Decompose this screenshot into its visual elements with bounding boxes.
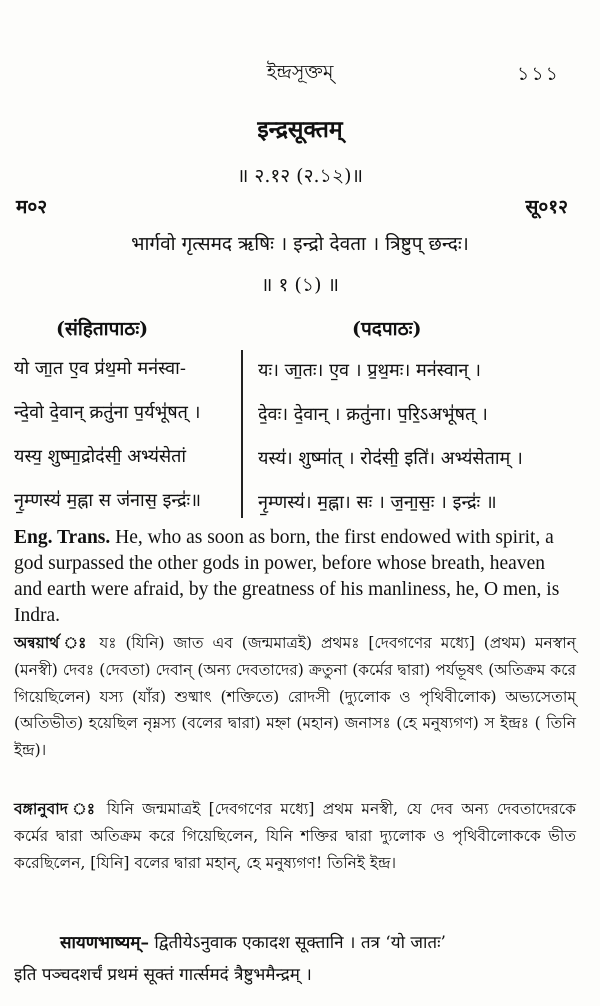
pada-line: दे॒वः। दे॒वान् । क्रतु॑ना। प॒रि॒ऽअभू॑षत् । — [258, 404, 488, 425]
english-translation — [14, 525, 564, 629]
anvayartha-paragraph — [14, 630, 576, 764]
verse-number: ॥ १ (১) ॥ — [261, 274, 339, 296]
pada-heading: (पदपाठः) — [352, 318, 422, 340]
anvayartha-text: যঃ (যিনি) জাত এব (জন্মমাত্রই) প্রথমঃ [দেবগণের মধ্যে] (প্রথম) মনস্বান্ (মনস্বী) দেবঃ (দেবতা) দেবান্ (অন্য দেবতাদের) ক্রতুনা (কর্মের দ্বারা) পর্যভূষৎ (অতিক্রম করে গিয়েছিলেন) যস্য (যাঁর) শুষ্মাৎ (শক্তিতে) রোদসী (দ্যুলোক ও পৃথিবীলোক) অভ্যসেতাম্ (অতিভীত) হয়েছিল নৃম্নস্য (বলের দ্বারা) মহ্না (মহান) জনাসঃ (হে মনুষ্যগণ) স ইন্দ্রঃ ( তিনি ইন্দ্র)। — [14, 634, 576, 760]
samhita-line: यस्य॒ शुष्मा॒द्रोद॑सी॒ अभ्य॑सेतां — [14, 446, 187, 467]
sukta-label: सू०१२ — [525, 196, 568, 218]
sayana-label: सायणभाष्यम्– — [60, 933, 149, 953]
english-translation-text: He, who as soon as born, the first endowed with spirit, a god surpassed the other gods in power, before whose breath, heaven and earth were afraid, by the greatness of his manliness, he, O men, is Indra. — [14, 527, 560, 626]
english-translation-label: Eng. Trans. — [14, 527, 111, 548]
pada-line: नृ॒म्णस्य॑। म॒ह्ना। सः । ज॒ना॒सः॒ । इन्द्रः॑ ॥ — [258, 492, 497, 513]
bangla-translation-label: বঙ্গানুবাদ ঃ — [14, 799, 99, 818]
sayana-text: द्वितीयेऽनुवाक एकादश सूक्तानि । तत्र ‘यो जातः’ — [154, 933, 446, 953]
samhita-heading: (संहितापाठः) — [56, 318, 149, 340]
bangla-translation-paragraph — [14, 796, 576, 876]
column-divider — [241, 350, 243, 518]
samhita-line: नृ॒म्णस्य॑ म॒ह्ना स ज॑नास॒ इन्द्रः॑॥ — [14, 490, 201, 511]
running-title: ইন্দ্রসূক্তম্ — [266, 61, 334, 83]
bangla-translation-text: যিনি জন্মমাত্রই [দেবগণের মধ্যে] প্রথম মনস্বী, যে দেব অন্য দেবতাদেরকে কর্মের দ্বারা অতিক্রম করে গিয়েছিলেন, যিনি শক্তির দ্বারা দ্যুলোক ও পৃথিবীলোককে ভীত করেছিলেন, [যিনি] বলের দ্বারা মহান্, হে মনুষ্যগণ! তিনিই ইন্দ্র। — [14, 800, 576, 872]
pada-line: यस्य॑। शुष्मा॑त् । रोद॑सी॒ इति॑। अभ्य॑सेताम् । — [258, 448, 523, 469]
page-title: इन्द्रसूक्तम् — [257, 116, 343, 143]
anvayartha-label: অন্বয়ার্থ ঃ — [14, 633, 91, 652]
samhita-line: यो जा॒त ए॒व प्र॑थ॒मो मन॑स्वा- — [14, 358, 186, 379]
hymn-reference: ॥ २.१२ (२.১২)॥ — [237, 165, 363, 187]
sayana-commentary-line — [60, 930, 446, 953]
page-number: ১১১ — [517, 63, 560, 85]
mandala-label: म०२ — [16, 196, 48, 218]
samhita-line: न्दे॒वो दे॒वान् क्रतु॑ना प॒र्यभू॑षत् । — [14, 402, 201, 423]
rishi-devata-chandas-line: भार्गवो गृत्समद ऋषिः । इन्द्रो देवता । त्रिष्टुप् छन्दः। — [131, 233, 469, 255]
pada-line: यः। जा॒तः। ए॒व । प्र॒थ॒मः। मन॑स्वान् । — [258, 360, 481, 381]
sayana-commentary-line: इति पञ्चदशर्चं प्रथमं सूक्तं गार्त्समदं त्रैष्टुभमैन्द्रम् । — [14, 965, 312, 985]
